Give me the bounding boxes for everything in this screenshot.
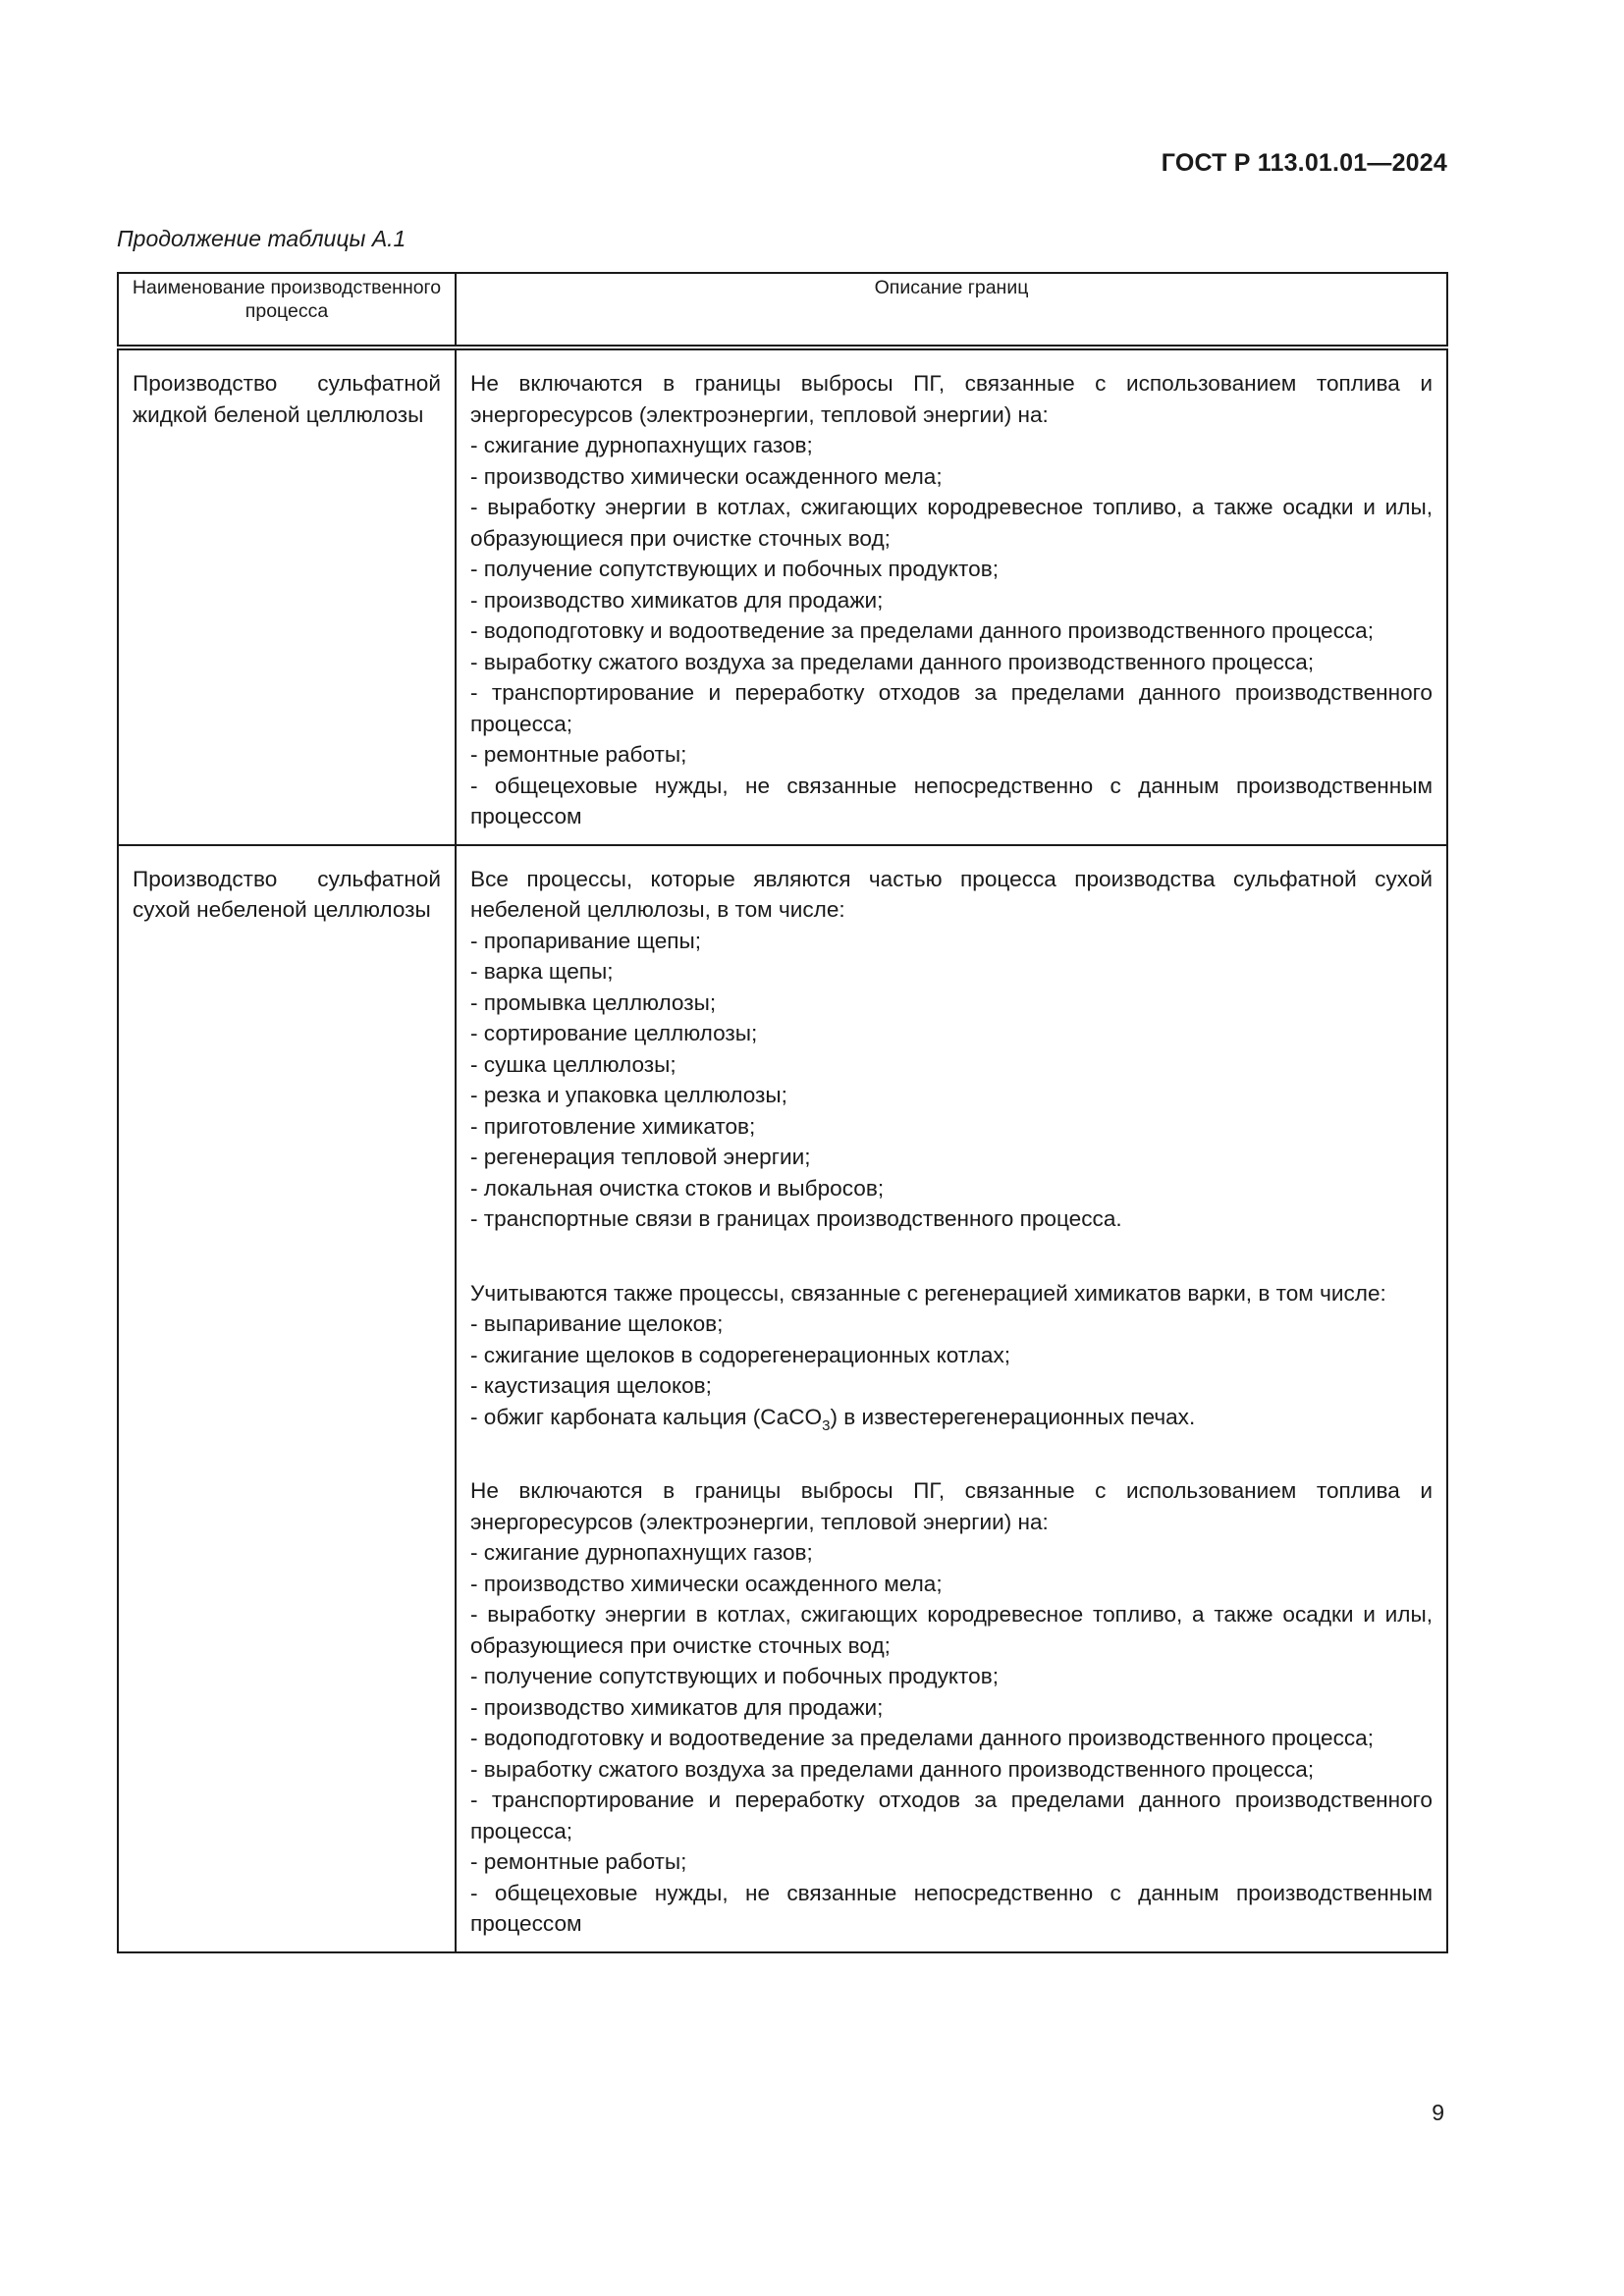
paragraph-included-intro: Все процессы, которые являются частью процесса производства сульфатной сухой небеленой целлюлозы, в том числе: — [470, 866, 1433, 922]
paragraph-gap — [470, 1432, 1433, 1475]
list-item: - общецеховые нужды, не связанные непосредственно с данным производственным процессом — [470, 1880, 1433, 1936]
process-name-cell: Производство сульфатной жидкой беленой целлюлозы — [118, 347, 456, 845]
list-item: - производство химически осажденного мела; — [470, 1571, 943, 1596]
list-item: - пропаривание щепы; — [470, 928, 702, 953]
calcination-text-end: ) в известерегенерационных печах. — [830, 1404, 1196, 1429]
list-item: - регенерация тепловой энергии; — [470, 1145, 811, 1169]
document-code: ГОСТ Р 113.01.01—2024 — [1161, 149, 1447, 177]
list-item: - выработку сжатого воздуха за пределами данного производственного процесса; — [470, 1756, 1315, 1782]
list-item: - водоподготовку и водоотведение за пределами данного производственного процесса; — [470, 1726, 1375, 1750]
boundaries-table — [117, 272, 1448, 1953]
list-item: - варка щепы; — [470, 959, 614, 984]
list-item: - производство химически осажденного мела; — [470, 463, 943, 489]
list-item: - промывка целлюлозы; — [470, 989, 717, 1015]
list-item: - производство химикатов для продажи; — [470, 1694, 884, 1720]
page-number: 9 — [1432, 2100, 1444, 2125]
list-item-calcination — [470, 1402, 1433, 1433]
list-item: - выработку сжатого воздуха за пределами данного производственного процесса; — [470, 649, 1315, 674]
paragraph-excluded-intro: Не включаются в границы выбросы ПГ, связанные с использованием топлива и энергоресурсов (электроэнергии, тепловой энергии) на: — [470, 371, 1433, 427]
list-item: - выработку энергии в котлах, сжигающих кородревесное топливо, а также осадки и илы, образующиеся при очистке сточных вод; — [470, 1602, 1433, 1658]
list-item: - сжигание дурнопахнущих газов; — [470, 1540, 813, 1565]
table-row — [118, 845, 1447, 1952]
list-item: - сжигание дурнопахнущих газов; — [470, 433, 813, 457]
boundary-description-cell — [456, 845, 1447, 1952]
paragraph-gap — [470, 1235, 1433, 1278]
calcination-text-start: - обжиг карбоната кальция (CaCO — [470, 1404, 823, 1429]
list-item: - сжигание щелоков в содорегенерационных котлах; — [470, 1342, 1011, 1367]
list-item: - водоподготовку и водоотведение за пределами данного производственного процесса; — [470, 618, 1375, 643]
list-item: - сортирование целлюлозы; — [470, 1021, 758, 1045]
list-item: - транспортирование и переработку отходов за пределами данного производственного процесса; — [470, 680, 1433, 736]
boundary-description-cell — [456, 347, 1447, 845]
list-item: - транспортные связи в границах производственного процесса. — [470, 1206, 1122, 1231]
subscript-3: 3 — [822, 1416, 831, 1434]
list-item: - транспортирование и переработку отходов за пределами данного производственного процесса; — [470, 1788, 1433, 1843]
paragraph-regeneration-intro: Учитываются также процессы, связанные с регенерацией химикатов варки, в том числе: — [470, 1280, 1386, 1306]
process-name-cell: Производство сульфатной сухой небеленой целлюлозы — [118, 845, 456, 1952]
table-row — [118, 347, 1447, 845]
table-header-row — [118, 273, 1447, 347]
list-item: - сушка целлюлозы; — [470, 1051, 677, 1077]
list-item: - получение сопутствующих и побочных продуктов; — [470, 1664, 999, 1688]
header-process-name: Наименование производственного процесса — [118, 273, 456, 347]
list-item: - ремонтные работы; — [470, 742, 687, 767]
list-item: - каустизация щелоков; — [470, 1373, 712, 1398]
list-item: - производство химикатов для продажи; — [470, 587, 884, 613]
list-item: - локальная очистка стоков и выбросов; — [470, 1175, 885, 1201]
list-item: - приготовление химикатов; — [470, 1113, 756, 1139]
list-item: - выпаривание щелоков; — [470, 1311, 724, 1336]
list-item: - резка и упаковка целлюлозы; — [470, 1083, 787, 1107]
paragraph-excluded-intro: Не включаются в границы выбросы ПГ, связанные с использованием топлива и энергоресурсов (электроэнергии, тепловой энергии) на: — [470, 1478, 1433, 1534]
list-item: - общецеховые нужды, не связанные непосредственно с данным производственным процессом — [470, 773, 1433, 828]
table-caption: Продолжение таблицы А.1 — [117, 226, 406, 251]
header-boundary-description: Описание границ — [456, 273, 1447, 347]
list-item: - получение сопутствующих и побочных продуктов; — [470, 557, 999, 581]
list-item: - выработку энергии в котлах, сжигающих кородревесное топливо, а также осадки и илы, образующиеся при очистке сточных вод; — [470, 495, 1433, 551]
list-item: - ремонтные работы; — [470, 1849, 687, 1874]
